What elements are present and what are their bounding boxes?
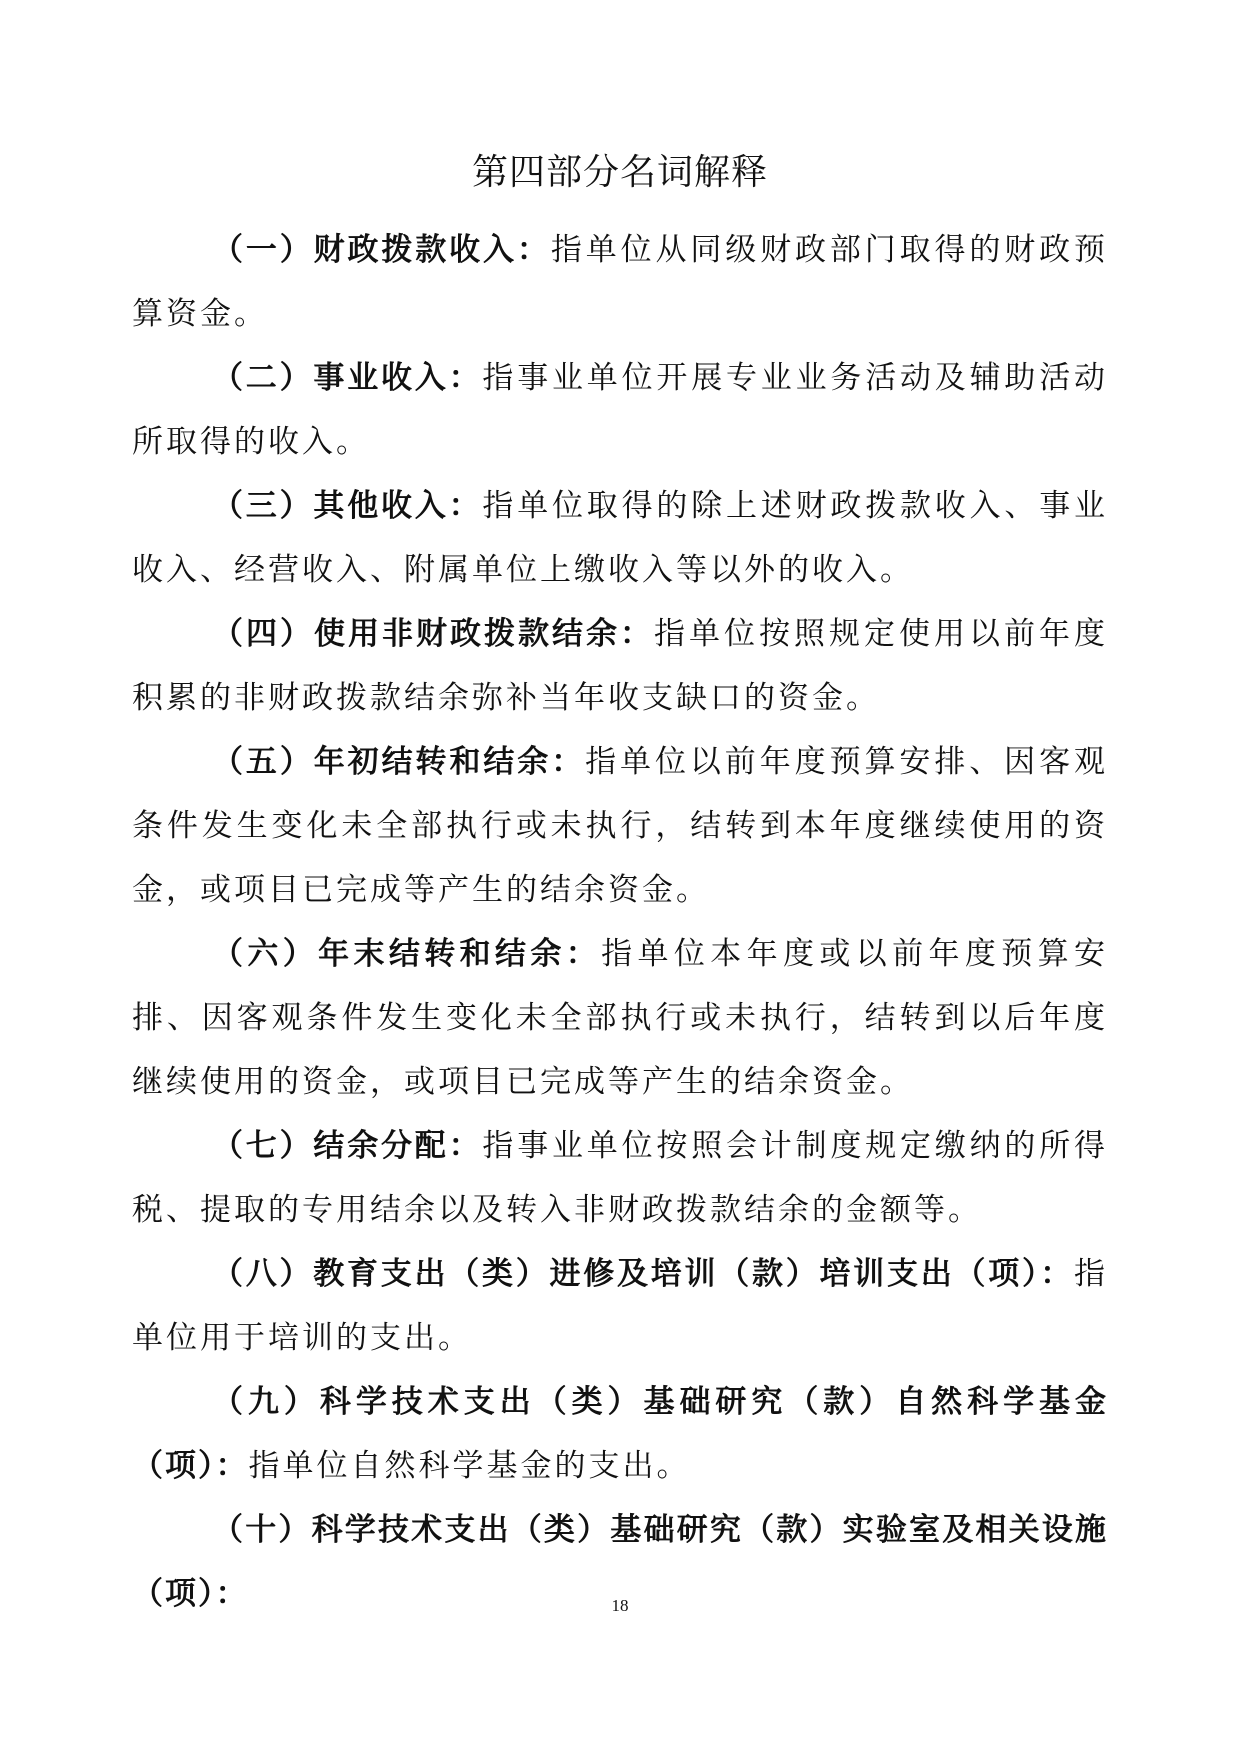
definition-text: 指单位取得的除上述财政拨款收入、事业收入、经营收入、附属单位上缴收入等以外的收入。	[132, 488, 1109, 588]
definition-term: （六）年末结转和结余：	[212, 936, 602, 972]
definition-term: （五）年初结转和结余：	[212, 744, 586, 780]
definition-entry	[132, 1242, 1108, 1370]
definition-text: 指单位本年度或以前年度预算安排、因客观条件发生变化未全部执行或未执行，结转到以后年度继续使用的资金，或项目已完成等产生的结余资金。	[132, 936, 1108, 1100]
definition-text: 指单位用于培训的支出。	[132, 1256, 1108, 1356]
definition-entry	[132, 346, 1108, 474]
definition-text: 指单位按照规定使用以前年度积累的非财政拨款结余弥补当年收支缺口的资金。	[132, 616, 1108, 716]
definition-term: （九）科学技术支出（类）基础研究（款）自然科学基金（项）：	[132, 1384, 1108, 1484]
definition-text: 指事业单位开展专业业务活动及辅助活动所取得的收入。	[132, 360, 1109, 460]
definition-entry	[132, 218, 1108, 346]
definition-text: 指事业单位按照会计制度规定缴纳的所得税、提取的专用结余以及转入非财政拨款结余的金额等。	[132, 1128, 1109, 1228]
definition-entry	[132, 1370, 1108, 1498]
definition-term: （三）其他收入：	[212, 488, 483, 524]
definition-term: （八）教育支出（类）进修及培训（款）培训支出（项）：	[212, 1256, 1074, 1292]
definition-entry	[132, 1114, 1108, 1242]
definition-term: （四）使用非财政拨款结余：	[212, 616, 654, 652]
definition-entry	[132, 730, 1108, 922]
definition-entry	[132, 474, 1108, 602]
definition-term: （十）科学技术支出（类）基础研究（款）实验室及相关设施（项）：	[132, 1512, 1108, 1612]
page-title: 第四部分名词解释	[471, 152, 768, 193]
definition-text: 指单位以前年度预算安排、因客观条件发生变化未全部执行或未执行，结转到本年度继续使用的资金，或项目已完成等产生的结余资金。	[132, 744, 1109, 908]
definition-text: 指单位从同级财政部门取得的财政预算资金。	[132, 232, 1109, 332]
definition-text: 指单位自然科学基金的支出。	[248, 1448, 691, 1484]
page-number: 18	[611, 1596, 629, 1615]
definition-entry	[132, 602, 1108, 730]
definition-term: （七）结余分配：	[212, 1128, 483, 1164]
definition-term: （一）财政拨款收入：	[212, 232, 551, 268]
definition-entry	[132, 922, 1108, 1114]
definition-term: （二）事业收入：	[212, 360, 483, 396]
definitions-list	[132, 218, 1108, 1626]
